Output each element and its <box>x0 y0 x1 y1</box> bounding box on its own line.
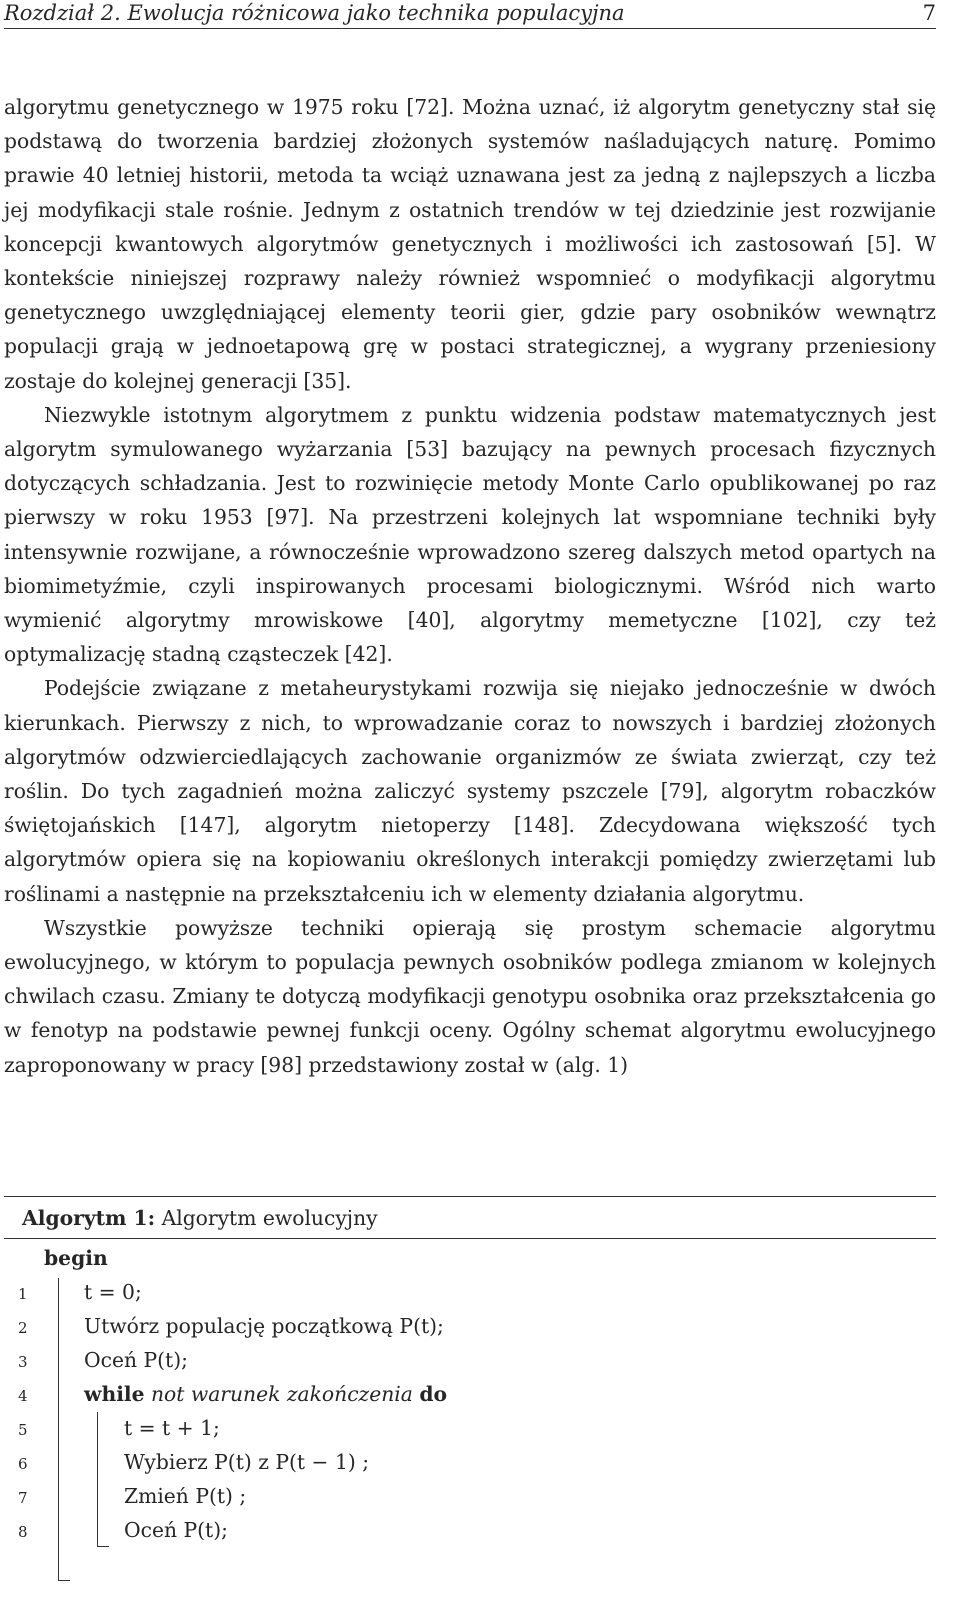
do-keyword: do <box>419 1382 448 1406</box>
page-number: 7 <box>922 1 936 25</box>
line-number: 1 <box>18 1285 28 1303</box>
line-number: 3 <box>18 1353 28 1371</box>
algorithm-line: t = 0; <box>84 1280 142 1304</box>
line-number: 7 <box>18 1489 28 1507</box>
algorithm-label: Algorytm 1: <box>22 1206 156 1230</box>
begin-keyword: begin <box>44 1246 108 1270</box>
while-keyword: while <box>84 1382 145 1406</box>
line-number: 2 <box>18 1319 28 1337</box>
algorithm-line: t = t + 1; <box>124 1416 220 1440</box>
algorithm-name: Algorytm ewolucyjny <box>161 1206 378 1230</box>
algorithm-line-while <box>84 1382 447 1406</box>
algorithm-line: Zmień P(t) ; <box>124 1484 247 1508</box>
body-text <box>4 90 936 1082</box>
algorithm-line: Oceń P(t); <box>84 1348 188 1372</box>
loop-condition: not warunek zakończenia <box>150 1382 413 1406</box>
line-number: 6 <box>18 1455 28 1473</box>
paragraph: Niezwykle istotnym algorytmem z punktu widzenia podstaw matematycznych jest algorytm symulowanego wyżarzania [53] bazujący na pewnych procesach fizycznych dotyczących schładzania. Jest to rozwinięcie metody Monte Carlo opublikowanej po raz pierwszy w roku 1953 [97]. Na przestrzeni kolejnych lat wspomniane techniki były intensywnie rozwijane, a równocześnie wprowadzono szereg dalszych metod opartych na biomimetyźmie, czyli inspirowanych procesami biologicznymi. Wśród nich warto wymienić algorytmy mrowiskowe [40], algorytmy memetyczne [102], czy też optymalizację stadną cząsteczek [42]. <box>4 402 936 667</box>
algorithm-caption <box>22 1206 378 1230</box>
algorithm-line: Wybierz P(t) z P(t − 1) ; <box>124 1450 370 1474</box>
running-header <box>4 0 936 29</box>
begin-block-end <box>58 1580 70 1581</box>
begin-block-bar <box>58 1278 59 1580</box>
chapter-title: Rozdział 2. Ewolucja różnicowa jako technika populacyjna <box>4 1 625 25</box>
while-block-end <box>97 1546 109 1547</box>
line-number: 8 <box>18 1523 28 1541</box>
line-number: 4 <box>18 1387 28 1405</box>
algorithm-top-rule <box>4 1196 936 1197</box>
paragraph: Podejście związane z metaheurystykami rozwija się niejako jednocześnie w dwóch kierunkach. Pierwszy z nich, to wprowadzanie coraz to nowszych i bardziej złożonych algorytmów odzwierciedlających zachowanie organizmów ze świata zwierząt, czy też roślin. Do tych zagadnień można zaliczyć systemy pszczele [79], algorytm robaczków świętojańskich [147], algorytm nietoperzy [148]. Zdecydowana większość tych algorytmów opiera się na kopiowaniu określonych interakcji pomiędzy zwierzętami lub roślinami a następnie na przekształceniu ich w elementy działania algorytmu. <box>4 676 936 906</box>
algorithm-line: Oceń P(t); <box>124 1518 228 1542</box>
paragraph: Wszystkie powyższe techniki opierają się prostym schemacie algorytmu ewolucyjnego, w którym to populacja pewnych osobników podlega zmianom w kolejnych chwilach czasu. Zmiany te dotyczą modyfikacji genotypu osobnika oraz przekształcenia go w fenotyp na podstawie pewnej funkcji oceny. Ogólny schemat algorytmu ewolucyjnego zaproponowany w pracy [98] przedstawiony został w (alg. 1) <box>4 915 936 1077</box>
while-block-bar <box>97 1412 98 1546</box>
paragraph: algorytmu genetycznego w 1975 roku [72]. Można uznać, iż algorytm genetyczny stał się podstawą do tworzenia bardziej złożonych systemów naśladujących naturę. Pomimo prawie 40 letniej historii, metoda ta wciąż uznawana jest za jedną z najlepszych a liczba jej modyfikacji stale rośnie. Jednym z ostatnich trendów w tej dziedzinie jest rozwijanie koncepcji kwantowych algorytmów genetycznych i możliwości ich zastosowań [5]. W kontekście niniejszej rozprawy należy również wspomnieć o modyfikacji algorytmu genetycznego uwzględniającej elementy teorii gier, gdzie pary osobników wewnątrz populacji grają w jednoetapową grę w postaci strategicznej, a wygrany przeniesiony zostaje do kolejnej generacji [35]. <box>4 95 936 393</box>
line-number: 5 <box>18 1421 28 1439</box>
algorithm-caption-rule <box>4 1238 936 1239</box>
algorithm-line: Utwórz populację początkową P(t); <box>84 1314 444 1338</box>
